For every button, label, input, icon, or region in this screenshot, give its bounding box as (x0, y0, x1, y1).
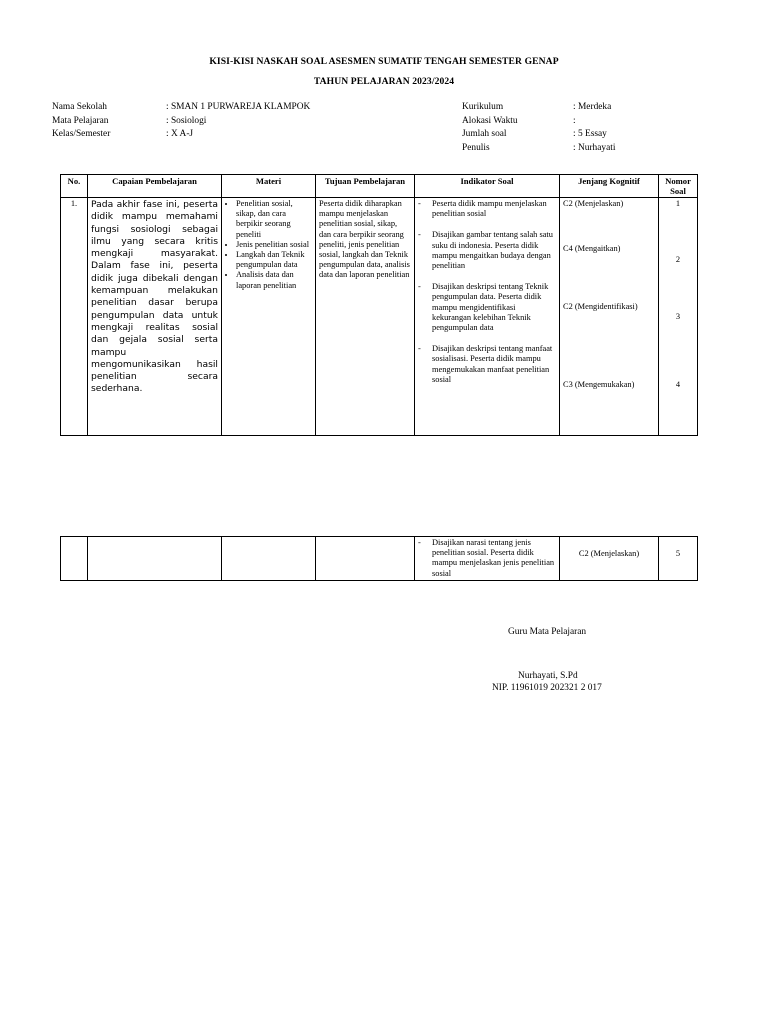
info-value: : X A-J (166, 129, 194, 139)
cell-capaian: Pada akhir fase ini, peserta didik mampu memahami fungsi sosiologi sebagai ilmu yang secara kritis mengkaji masyarakat. Dalam fase ini, peserta didik juga dibekali dengan kemampuan melakukan penelitian dasar berupa pengumpulan data untuk mengkaji realitas sosial dan gejala sosial serta mampu mengomunikasikan hasil penelitian secara sederhana. (88, 198, 222, 436)
document-title: KISI-KISI NASKAH SOAL ASESMEN SUMATIF TENGAH SEMESTER GENAP (209, 56, 559, 67)
info-value: : Sosiologi (166, 115, 207, 126)
info-label: Kurikulum (462, 102, 504, 112)
header-no: No. (61, 175, 88, 198)
jenjang-item: C2 (Mengidentifikasi) (563, 302, 638, 311)
info-value: : SMAN 1 PURWAREJA KLAMPOK (166, 102, 311, 112)
indikator-item: - Disajikan deskripsi tentang manfaat sosialisasi. Peserta didik mampu mengemukakan manfaat penelitian sosial (418, 344, 556, 385)
cell-jenjang: C2 (Menjelaskan) (560, 537, 659, 581)
indikator-text: Peserta didik mampu menjelaskan penelitian sosial (432, 199, 547, 219)
indikator-item: - Disajikan narasi tentang jenis penelitian sosial. Peserta didik mampu menjelaskan jenis penelitian sosial (418, 538, 555, 578)
header-capaian: Capaian Pembelajaran (88, 175, 222, 198)
cell-materi (222, 198, 316, 436)
nomor-item: 2 (675, 255, 681, 264)
jenjang-item: C4 (Mengaitkan) (563, 244, 621, 253)
header-materi: Materi (222, 175, 316, 198)
header-tujuan: Tujuan Pembelajaran (316, 175, 415, 198)
materi-item: • Penelitian sosial, sikap, dan cara berpikir seorang peneliti (236, 199, 312, 240)
header-indikator: Indikator Soal (415, 175, 560, 198)
info-row-time (462, 115, 615, 129)
indikator-text: Disajikan narasi tentang jenis penelitian sosial. Peserta didik mampu menjelaskan jenis penelitian sosial (432, 538, 555, 578)
cell-tujuan: Peserta didik diharapkan mampu menjelaskan penelitian sosial, sikap, dan cara berpikir seorang peneliti, jenis penelitian sosial, langkah dan Teknik pengumpulan data, analisis data dan laporan penelitian (316, 198, 415, 436)
materi-item: • Langkah dan Teknik pengumpulan data (236, 250, 312, 270)
nomor-item: 4 (675, 380, 681, 389)
indikator-text: Disajikan gambar tentang salah satu suku di indonesia. Peserta didik mampu mengaitkan budaya dengan penelitian (432, 230, 553, 271)
jenjang-item: C2 (Menjelaskan) (563, 199, 624, 208)
info-label: Kelas/Semester (52, 129, 111, 139)
indikator-item: - Peserta didik mampu menjelaskan penelitian sosial (418, 199, 556, 219)
info-value: : 5 Essay (573, 129, 607, 139)
table-row (61, 198, 698, 436)
header-jenjang: Jenjang Kognitif (560, 175, 659, 198)
info-row-author (462, 142, 615, 156)
cell-jenjang (560, 198, 659, 436)
info-label: Mata Pelajaran (52, 115, 109, 126)
info-row-class (52, 128, 310, 142)
materi-item: • Analisis data dan laporan penelitian (236, 270, 312, 290)
info-label: Nama Sekolah (52, 102, 107, 112)
cell-indikator (415, 198, 560, 436)
indikator-text: Disajikan deskripsi tentang Teknik pengumpulan data. Peserta didik mampu mengidentifikasi kekurangan kelebihan Teknik pengumpulan data (432, 282, 549, 333)
indikator-item: - Disajikan deskripsi tentang Teknik pengumpulan data. Peserta didik mampu mengidentifikasi kekurangan kelebihan Teknik pengumpulan data (418, 282, 556, 333)
school-info (52, 101, 310, 142)
cell-no (61, 537, 88, 581)
info-label: Penulis (462, 142, 490, 153)
indikator-item: - Disajikan gambar tentang salah satu suku di indonesia. Peserta didik mampu mengaitkan budaya dengan penelitian (418, 230, 556, 271)
info-row-curriculum (462, 101, 615, 115)
info-value: : Merdeka (573, 102, 612, 112)
materi-item: • Jenis penelitian sosial (236, 240, 312, 250)
jenjang-item: C3 (Mengemukakan) (563, 380, 635, 389)
kisi-kisi-table (60, 174, 698, 436)
info-row-school (52, 101, 310, 115)
cell-indikator (415, 537, 560, 581)
table-header-row (61, 175, 698, 198)
signature-nip: NIP. 11961019 202321 2 017 (492, 683, 602, 693)
info-row-count (462, 128, 615, 142)
info-value: : (573, 115, 576, 126)
nomor-item: 3 (675, 312, 681, 321)
document-subtitle: TAHUN PELAJARAN 2023/2024 (313, 76, 455, 87)
cell-no: 1. (61, 198, 88, 436)
cell-capaian (88, 537, 222, 581)
indikator-text: Disajikan deskripsi tentang manfaat sosialisasi. Peserta didik mampu mengemukakan manfaat penelitian sosial (432, 344, 553, 384)
cell-materi (222, 537, 316, 581)
info-label: Jumlah soal (462, 129, 507, 139)
cell-nomor: 5 (659, 537, 698, 581)
kisi-kisi-table-continued (60, 536, 698, 581)
header-nomor: Nomor Soal (659, 175, 698, 198)
curriculum-info (462, 101, 615, 155)
info-value: : Nurhayati (573, 142, 616, 153)
nomor-item: 1 (675, 199, 681, 208)
cell-tujuan (316, 537, 415, 581)
table-row (61, 537, 698, 581)
info-label: Alokasi Waktu (462, 115, 518, 126)
cell-nomor (659, 198, 698, 436)
signature-name: Nurhayati, S.Pd (518, 671, 578, 681)
info-row-subject (52, 115, 310, 129)
signature-role: Guru Mata Pelajaran (508, 627, 587, 637)
